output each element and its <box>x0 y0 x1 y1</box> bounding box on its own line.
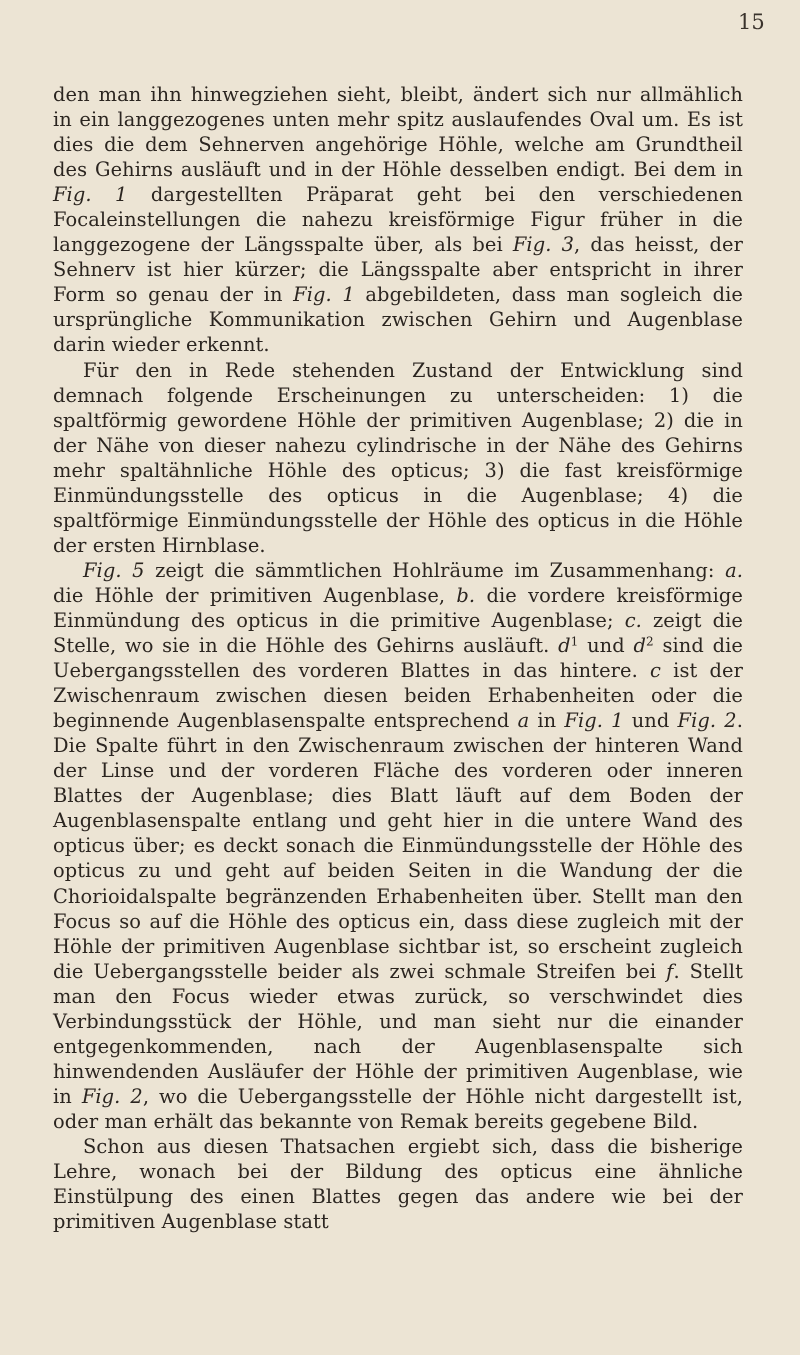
italic-reference: a. <box>725 558 743 582</box>
italic-reference: a <box>517 709 530 733</box>
text-run: zeigt die Stelle, wo sie in die Höhle des Gehirns ausläuft. <box>53 608 743 658</box>
italic-reference: Fig. 1 <box>53 183 128 207</box>
paragraph <box>53 82 743 358</box>
paragraph <box>53 1134 743 1234</box>
text-run: und <box>578 634 634 658</box>
text-run: die Höhle der primitiven Augenblase, <box>53 583 457 607</box>
text-run: dargestellten Präparat geht bei den verschiedenen Focaleinstellungen die nahezu kreisförmige Figur früher in die langgezogene der Längsspalte über, als bei <box>53 183 743 257</box>
paragraph <box>53 358 743 558</box>
italic-reference: c. <box>624 608 642 632</box>
italic-reference: Fig. 3 <box>512 233 575 257</box>
italic-reference: Fig. 5 <box>83 558 145 582</box>
superscript-index: 2 <box>645 634 654 649</box>
text-run: den man ihn hinwegziehen sieht, bleibt, ändert sich nur allmählich in ein langgezogenes unten mehr spitz auslaufendes Oval um. Es ist dies die dem Sehnerven angehörige Höhle, welche am Grundtheil des Gehirns ausläuft und in der Höhle desselben endigt. Bei dem in <box>53 83 743 182</box>
italic-reference: Fig. 2 <box>81 1084 143 1108</box>
text-run: sind die Uebergangsstellen des vorderen Blattes in das hintere. <box>53 634 743 683</box>
italic-reference: b. <box>456 583 476 607</box>
text-run: Schon aus diesen Thatsachen ergiebt sich, dass die bisherige Lehre, wonach bei der Bildung des opticus eine ähnliche Einstülpung des einen Blattes gegen das andere wie bei der primitiven Augenblase statt <box>53 1134 743 1234</box>
text-run: . Stellt man den Focus wieder etwas zurück, so verschwindet dies Verbindungsstück der Höhle, und man sieht nur die einander entgegenkommenden, nach der Augenblasenspalte sich hinwendenden Ausläufer der Höhle der primitiven Augenblase, wie in <box>53 959 743 1108</box>
text-run: in <box>529 709 565 733</box>
text-run: . Die Spalte führt in den Zwischenraum zwischen der hinteren Wand der Linse und der vorderen Fläche des vorderen oder inneren Blattes der Augenblase; dies Blatt läuft auf dem Boden der Augenblasenspalte entlang und geht hier in die untere Wand des opticus über; es deckt sonach die Einmündungsstelle der Höhle des opticus zu und geht auf beiden Seiten in die Wandung der die Chorioidalspalte begränzenden Erhabenheiten über. Stellt man den Focus so auf die Höhle des opticus ein, dass diese zugleich mit der Höhle der primitiven Augenblase sichtbar ist, so erscheint zugleich die Uebergangsstelle beider als zwei schmale Streifen bei <box>53 709 744 983</box>
paragraph <box>53 558 743 1134</box>
text-run: ist der Zwischenraum zwischen diesen beiden Erhabenheiten oder die beginnende Augenblasenspalte entsprechend <box>53 659 743 733</box>
text-run: zeigt die sämmtlichen Hohlräume im Zusammenhang: <box>144 558 726 582</box>
text-run: abgebildeten, dass man sogleich die ursprüngliche Kommunikation zwischen Gehirn und Augenblase darin wieder erkennt. <box>53 283 743 357</box>
italic-reference: c <box>650 659 661 683</box>
italic-reference: d <box>633 634 646 658</box>
text-run: und <box>623 709 678 733</box>
text-run: , wo die Uebergangsstelle der Höhle nicht dargestellt ist, oder man erhält das bekannte von Remak bereits gegebene Bild. <box>53 1084 743 1133</box>
italic-reference: Fig. 1 <box>564 709 624 733</box>
text-run: die vordere kreisförmige Einmündung des opticus in die primitive Augenblase; <box>53 583 743 632</box>
superscript-index: 1 <box>570 634 579 649</box>
italic-reference: f <box>666 959 674 983</box>
text-run: Für den in Rede stehenden Zustand der Entwicklung sind demnach folgende Erscheinungen zu unterscheiden: 1) die spaltförmig gewordene Höhle der primitiven Augenblase; 2) die in der Nähe von dieser nahezu cylindrische in der Nähe des Gehirns mehr spaltähnliche Höhle des opticus; 3) die fast kreisförmige Einmündungsstelle des opticus in die Augenblase; 4) die spaltförmige Einmündungsstelle der Höhle des opticus in die Höhle der ersten Hirnblase. <box>53 358 743 557</box>
page-number: 15 <box>738 10 765 34</box>
italic-reference: Fig. 1 <box>293 283 355 307</box>
italic-reference: Fig. 2 <box>677 709 737 733</box>
body-text <box>53 82 743 1234</box>
text-run: , das heisst, der Sehnerv ist hier kürzer; die Längsspalte aber entspricht in ihrer Form so genau der in <box>53 233 743 307</box>
italic-reference: d <box>558 634 571 658</box>
